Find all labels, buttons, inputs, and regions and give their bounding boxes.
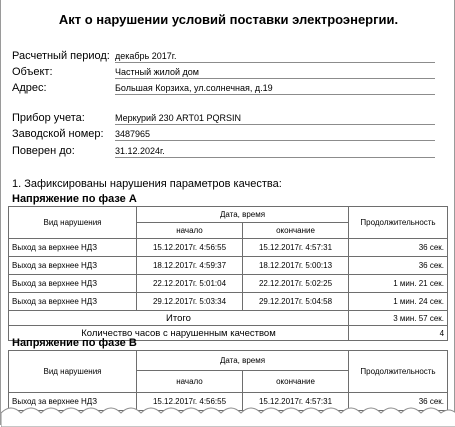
meter-label: Прибор учета: — [12, 112, 85, 124]
cell-start: 15.12.2017г. 4:56:55 — [137, 239, 243, 257]
period-label: Расчетный период: — [12, 50, 110, 62]
cell-type: Выход за верхнее НДЗ — [9, 257, 137, 275]
header-end: окончание — [243, 371, 349, 393]
cell-duration: 1 мин. 21 сек. — [349, 275, 448, 293]
serial-label: Заводской номер: — [12, 128, 104, 140]
cell-duration: 36 сек. — [349, 239, 448, 257]
serial-value: 3487965 — [115, 128, 435, 141]
cell-type: Выход за верхнее НДЗ — [9, 239, 137, 257]
cell-type: Выход за верхнее НДЗ — [9, 275, 137, 293]
cell-duration: 36 сек. — [349, 393, 448, 411]
address-value: Большая Корзиха, ул.солнечная, д.19 — [115, 82, 435, 95]
header-start: начало — [137, 223, 243, 239]
header-type: Вид нарушения — [9, 207, 137, 239]
object-label: Объект: — [12, 66, 53, 78]
meter-value: Меркурий 230 ART01 PQRSIN — [115, 112, 435, 125]
header-end: окончание — [243, 223, 349, 239]
phase-a-table — [8, 206, 448, 341]
torn-edge-path — [1, 408, 455, 427]
torn-edge — [1, 405, 455, 427]
cell-end: 18.12.2017г. 5:00:13 — [243, 257, 349, 275]
cell-end: 15.12.2017г. 4:57:31 — [243, 393, 349, 411]
cell-end: 22.12.2017г. 5:02:25 — [243, 275, 349, 293]
cell-start: 15.12.2017г. 4:56:55 — [137, 393, 243, 411]
header-start: начало — [137, 371, 243, 393]
hours-label: Количество часов с нарушенным качеством — [9, 326, 349, 341]
document-title: Акт о нарушении условий поставки электроэнергии. — [58, 12, 399, 27]
hours-value: 4 — [349, 326, 448, 341]
table-row — [9, 257, 448, 275]
cell-start: 18.12.2017г. 4:59:37 — [137, 257, 243, 275]
cell-end: 29.12.2017г. 5:04:58 — [243, 293, 349, 311]
period-value: декабрь 2017г. — [115, 50, 435, 63]
cell-start: 29.12.2017г. 5:03:34 — [137, 293, 243, 311]
verified-label: Поверен до: — [12, 145, 75, 157]
total-row — [9, 311, 448, 326]
verified-value: 31.12.2024г. — [115, 145, 435, 158]
table-row — [9, 239, 448, 257]
header-type: Вид нарушения — [9, 351, 137, 393]
table-row — [9, 275, 448, 293]
header-duration: Продолжительность — [349, 207, 448, 239]
cell-duration: 36 сек. — [349, 257, 448, 275]
phase-a-title: Напряжение по фазе А — [12, 193, 137, 205]
table-row — [9, 293, 448, 311]
phase-b-table — [8, 350, 448, 411]
section-heading: 1. Зафиксированы нарушения параметров качества: — [12, 178, 282, 190]
phase-b-title: Напряжение по фазе В — [12, 337, 137, 349]
header-datetime: Дата, время — [137, 207, 349, 223]
total-label: Итого — [9, 311, 349, 326]
cell-type: Выход за верхнее НДЗ — [9, 293, 137, 311]
cell-duration: 1 мин. 24 сек. — [349, 293, 448, 311]
cell-end: 15.12.2017г. 4:57:31 — [243, 239, 349, 257]
header-duration: Продолжительность — [349, 351, 448, 393]
cell-start: 22.12.2017г. 5:01:04 — [137, 275, 243, 293]
object-value: Частный жилой дом — [115, 66, 435, 79]
cell-type: Выход за верхнее НДЗ — [9, 393, 137, 411]
header-datetime: Дата, время — [137, 351, 349, 371]
address-label: Адрес: — [12, 82, 47, 94]
total-value: 3 мин. 57 сек. — [349, 311, 448, 326]
